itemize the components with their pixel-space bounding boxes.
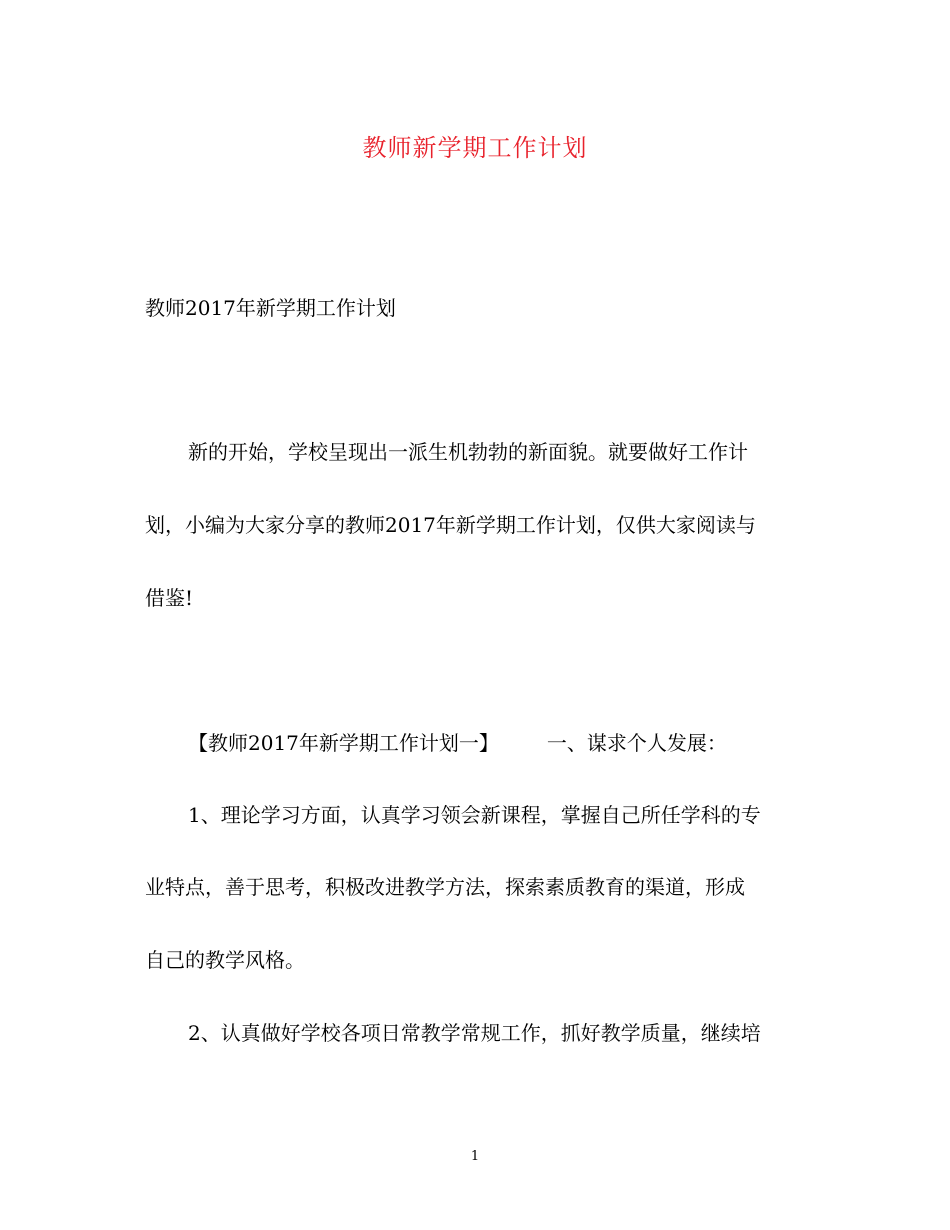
item2-line-1: 2、认真做好学校各项日常教学常规工作，抓好教学质量，继续培 [188, 1021, 761, 1045]
document-subtitle: 教师2017年新学期工作计划 [145, 296, 396, 320]
item1-line-2: 业特点，善于思考，积极改进教学方法，探索素质教育的渠道，形成 [145, 875, 745, 899]
item1-line-3: 自己的教学风格。 [145, 948, 305, 972]
intro-line-2: 划，小编为大家分享的教师2017年新学期工作计划，仅供大家阅读与 [145, 513, 756, 537]
intro-line-1: 新的开始，学校呈现出一派生机勃勃的新面貌。就要做好工作计 [188, 440, 748, 464]
section-point: 一、谋求个人发展： [546, 731, 727, 755]
item1-line-1: 1、理论学习方面，认真学习领会新课程，掌握自己所任学科的专 [188, 803, 761, 827]
intro-line-3: 借鉴! [145, 586, 194, 610]
page-number: 1 [470, 1149, 480, 1164]
document-title: 教师新学期工作计划 [362, 134, 588, 162]
section-heading-row [188, 728, 727, 758]
section-heading: 【教师2017年新学期工作计划一】 [188, 731, 499, 755]
